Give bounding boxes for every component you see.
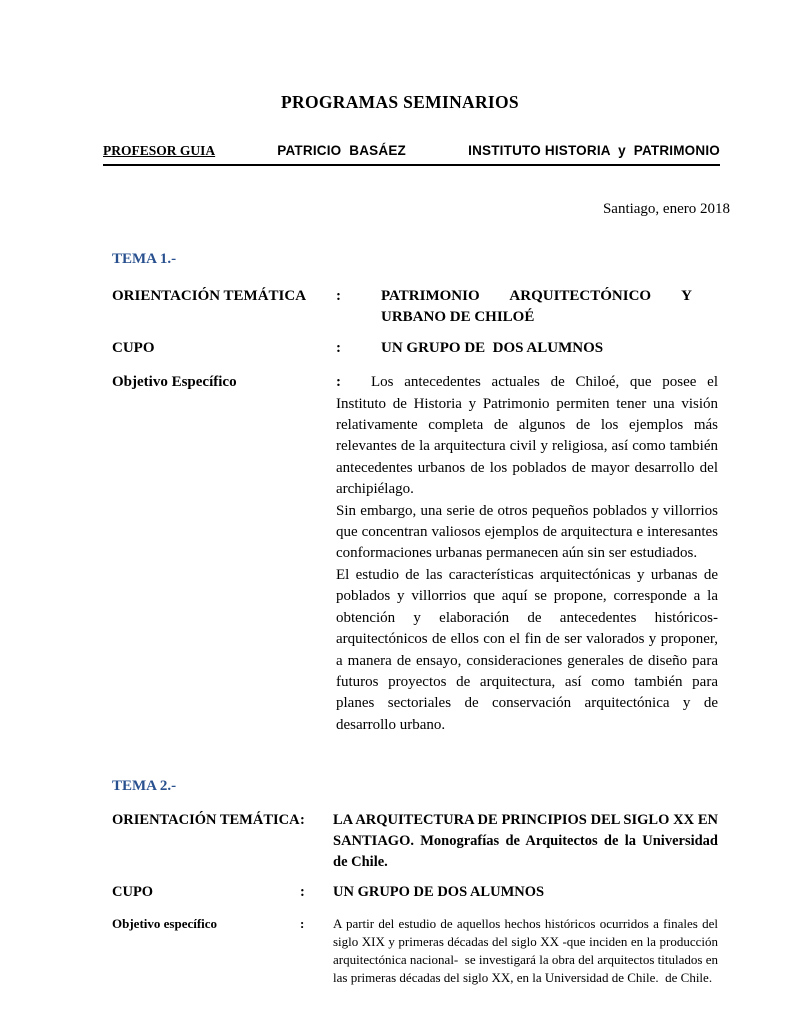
tema1-objetivo-row: [112, 372, 718, 736]
tema2-cupo-label: CUPO: [112, 884, 154, 901]
tema2-cupo-row: [112, 882, 718, 903]
tema2-orientacion-value: LA ARQUITECTURA DE PRINCIPIOS DEL SIGLO XX EN SANTIAGO. Monografías de Arquitectos de la Universidad de Chile.: [333, 812, 718, 871]
tema2-orientacion-row: [112, 810, 718, 873]
tema1-cupo-value: UN GRUPO DE DOS ALUMNOS: [381, 339, 604, 356]
profesor-name: PATRICIO BASÁEZ: [277, 143, 406, 158]
profesor-guia-label: PROFESOR GUIA: [103, 143, 216, 158]
objetivo-paragraph: El estudio de las características arquitectónicas y urbanas de poblados y villorrios que aquí se propone, corresponde a la obtención y elaboración de antecedentes históricos-arquitectónicos de ellos con el fin de ser valorados y proponer, a manera de ensayo, consideraciones generales de diseño para futuros proyectos de arquitectura, así como también para planes sectoriales de conservación arquitectónica y de desarrollo urbano.: [336, 566, 718, 733]
page-title: PROGRAMAS SEMINARIOS: [281, 92, 519, 112]
colon-separator: :: [300, 812, 305, 829]
tema2-heading: TEMA 2.-: [112, 778, 177, 795]
paragraph-text: Los antecedentes actuales de Chiloé, que posee el Instituto de Historia y Patrimonio permiten tener una visión relativamente completa de algunos de los ejemplos más relevantes de la arquitectura civil y religiosa, así como también antecedentes urbanos de los poblados de mayor desarrollo del archipiélago.: [336, 374, 718, 498]
document-body: [0, 251, 800, 987]
colon-separator: :: [300, 916, 305, 932]
colon-separator: :: [336, 339, 341, 356]
tema1-cupo-label: CUPO: [112, 339, 155, 356]
tema1-orientacion-label: ORIENTACIÓN TEMÁTICA: [112, 288, 307, 304]
tema1-cupo-row: [112, 338, 718, 359]
tema2-objetivo-row: [112, 915, 722, 987]
colon-separator: :: [300, 884, 305, 901]
tema1-orientacion-value: PATRIMONIO ARQUITECTÓNICO Y URBANO DE CHILOÉ: [381, 288, 692, 326]
tema2-cupo-value: UN GRUPO DE DOS ALUMNOS: [333, 884, 545, 901]
tema2-objetivo-label: Objetivo específico: [112, 916, 218, 932]
objetivo-paragraph: [336, 372, 718, 500]
colon-separator: :: [336, 374, 341, 391]
tema2-orientacion-label: ORIENTACIÓN TEMÁTICA: [112, 812, 300, 829]
tema1-orientacion-row: [112, 286, 718, 329]
tema2-objetivo-text: A partir del estudio de aquellos hechos históricos ocurridos a finales del siglo XIX y primeras décadas del siglo XX -que inciden en la producción arquitectónica nacional- se investigará la obra del arquitectos titulados en las primeras décadas del siglo XX, en la Universidad de Chile. de Chile.: [333, 916, 722, 986]
tema1-heading: TEMA 1.-: [112, 251, 177, 267]
tema1-objetivo-text: [336, 372, 718, 736]
objetivo-paragraph: Sin embargo, una serie de otros pequeños poblados y villorrios que concentran valiosos ejemplos de arquitectura e interesantes conformaciones urbanas permanecen aún sin ser estudiados.: [336, 502, 718, 562]
tema1-objetivo-label: Objetivo Específico: [112, 374, 237, 391]
professor-header-row: [103, 143, 720, 166]
dateline: Santiago, enero 2018: [602, 201, 730, 217]
colon-separator: :: [336, 288, 341, 304]
instituto-label: INSTITUTO HISTORIA y PATRIMONIO: [468, 143, 720, 158]
